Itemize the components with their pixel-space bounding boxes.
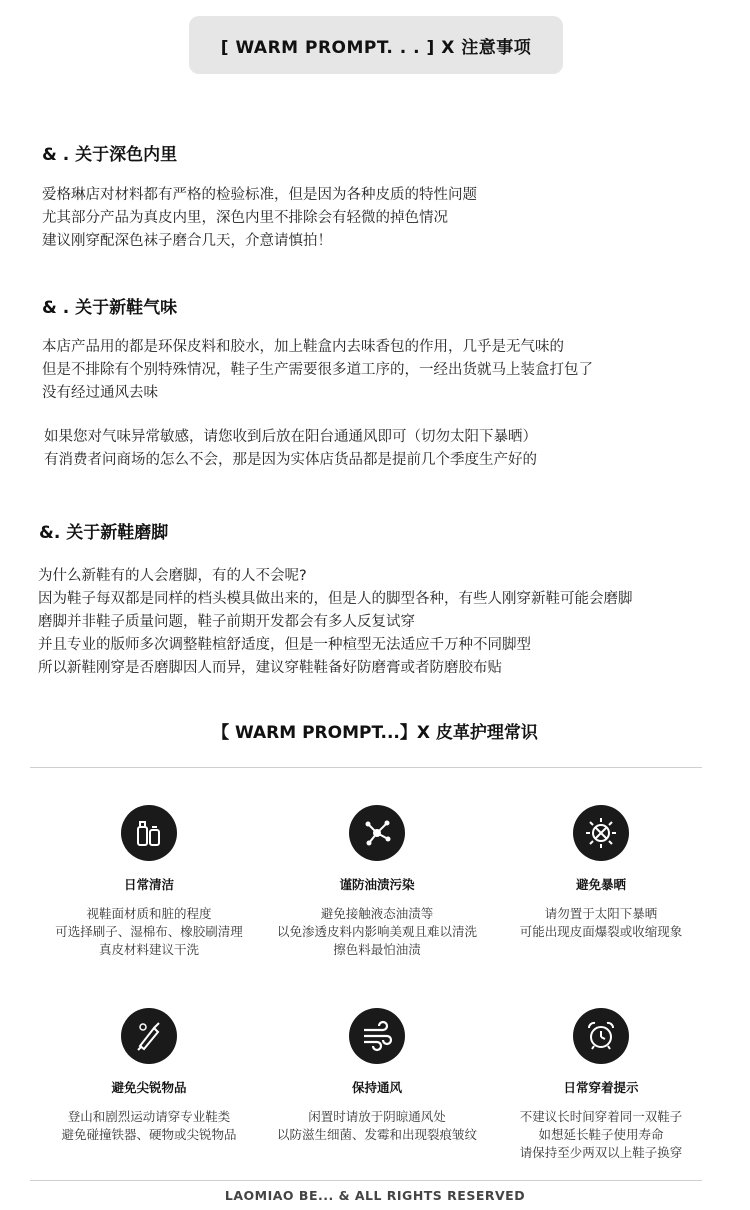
- section-paragraph: [42, 336, 593, 405]
- tip-title: 日常清洁: [123, 877, 174, 892]
- tip-description: [34, 1108, 264, 1144]
- paragraph-line: 磨脚并非鞋子质量问题，鞋子前期开发都会有多人反复试穿: [38, 614, 415, 630]
- tip-description: [486, 1108, 716, 1162]
- tip-title: 日常穿着提示: [563, 1080, 639, 1095]
- section-paragraph: [44, 426, 537, 472]
- warm-prompt-header: [ WARM PROMPT. . . ] X 注意事项: [189, 16, 563, 74]
- tip-line: 以防滋生细菌、发霉和出现裂痕皱纹: [276, 1127, 477, 1142]
- tip-line: 以免渗透皮料内影响美观且难以清洗: [276, 924, 477, 939]
- section-title-new-shoe-smell: & . 关于新鞋气味: [42, 298, 178, 318]
- tip-title: 避免尖锐物品: [111, 1080, 187, 1095]
- section-paragraph: [42, 184, 477, 253]
- tip-avoid-sun: [486, 805, 716, 941]
- divider: [30, 767, 702, 768]
- divider: [30, 1180, 702, 1181]
- sharp-tool-icon: [121, 1008, 177, 1064]
- paragraph-line: 建议刚穿配深色袜子磨合几天，介意请慎拍！: [42, 233, 332, 249]
- section-title-dark-lining: & . 关于深色内里: [42, 145, 178, 165]
- tip-description: [34, 905, 264, 959]
- tip-description: [262, 905, 492, 959]
- tip-line: 擦色料最怕油渍: [333, 942, 421, 957]
- sun-icon: [573, 805, 629, 861]
- tip-daily-cleaning: [34, 805, 264, 959]
- stain-splash-icon: [349, 805, 405, 861]
- tip-title: 谨防油渍污染: [339, 877, 415, 892]
- leather-care-heading: 【 WARM PROMPT...】X 皮革护理常识: [212, 722, 538, 743]
- paragraph-line: 所以新鞋刚穿是否磨脚因人而异，建议穿鞋鞋备好防磨膏或者防磨胶布贴: [38, 660, 502, 676]
- tip-line: 请保持至少两双以上鞋子换穿: [519, 1145, 683, 1160]
- paragraph-line: 有消费者问商场的怎么不会，那是因为实体店货品都是提前几个季度生产好的: [44, 452, 537, 468]
- paragraph-line: 尤其部分产品为真皮内里，深色内里不排除会有轻微的掉色情况: [42, 210, 448, 226]
- tip-avoid-sharp-objects: [34, 1008, 264, 1144]
- tip-line: 视鞋面材质和脏的程度: [86, 906, 212, 921]
- tip-line: 可选择刷子、湿棉布、橡胶刷清理: [55, 924, 243, 939]
- paragraph-line: 本店产品用的都是环保皮料和胶水，加上鞋盒内去味香包的作用，几乎是无气味的: [42, 339, 564, 355]
- section-paragraph: [38, 565, 633, 680]
- tip-description: [262, 1108, 492, 1144]
- tip-description: [486, 905, 716, 941]
- tip-line: 请勿置于太阳下暴晒: [544, 906, 658, 921]
- tip-line: 闲置时请放于阴晾通风处: [308, 1109, 446, 1124]
- paragraph-line: 没有经过通风去味: [42, 385, 158, 401]
- paragraph-line: 但是不排除有个别特殊情况，鞋子生产需要很多道工序的，一经出货就马上装盒打包了: [42, 362, 593, 378]
- tip-oil-stains: [262, 805, 492, 959]
- cleaning-bottles-icon: [121, 805, 177, 861]
- tip-ventilation: [262, 1008, 492, 1144]
- tip-line: 真皮材料建议干洗: [98, 942, 199, 957]
- footer-copyright: LAOMIAO BE... & ALL RIGHTS RESERVED: [224, 1188, 526, 1203]
- paragraph-line: 并且专业的版师多次调整鞋楦舒适度，但是一种楦型无法适应千万种不同脚型: [38, 637, 531, 653]
- tip-line: 登山和剧烈运动请穿专业鞋类: [67, 1109, 231, 1124]
- tip-line: 避免碰撞铁器、硬物或尖锐物品: [61, 1127, 237, 1142]
- tip-line: 如想延长鞋子使用寿命: [538, 1127, 664, 1142]
- paragraph-line: 爱格琳店对材料都有严格的检验标准，但是因为各种皮质的特性问题: [42, 187, 477, 203]
- alarm-clock-icon: [573, 1008, 629, 1064]
- section-title-new-shoe-rubbing: &. 关于新鞋磨脚: [39, 523, 169, 543]
- tip-title: 保持通风: [351, 1080, 402, 1095]
- paragraph-line: 为什么新鞋有的人会磨脚，有的人不会呢?: [38, 568, 307, 584]
- tip-daily-wearing: [486, 1008, 716, 1162]
- tip-line: 不建议长时间穿着同一双鞋子: [519, 1109, 683, 1124]
- tip-line: 避免接触液态油渍等: [320, 906, 434, 921]
- tip-line: 可能出现皮面爆裂或收缩现象: [519, 924, 683, 939]
- paragraph-line: 如果您对气味异常敏感，请您收到后放在阳台通通风即可（切勿太阳下暴晒）: [44, 429, 537, 445]
- tip-title: 避免暴晒: [575, 877, 626, 892]
- paragraph-line: 因为鞋子每双都是同样的档头模具做出来的，但是人的脚型各种，有些人刚穿新鞋可能会磨脚: [38, 591, 633, 607]
- wind-icon: [349, 1008, 405, 1064]
